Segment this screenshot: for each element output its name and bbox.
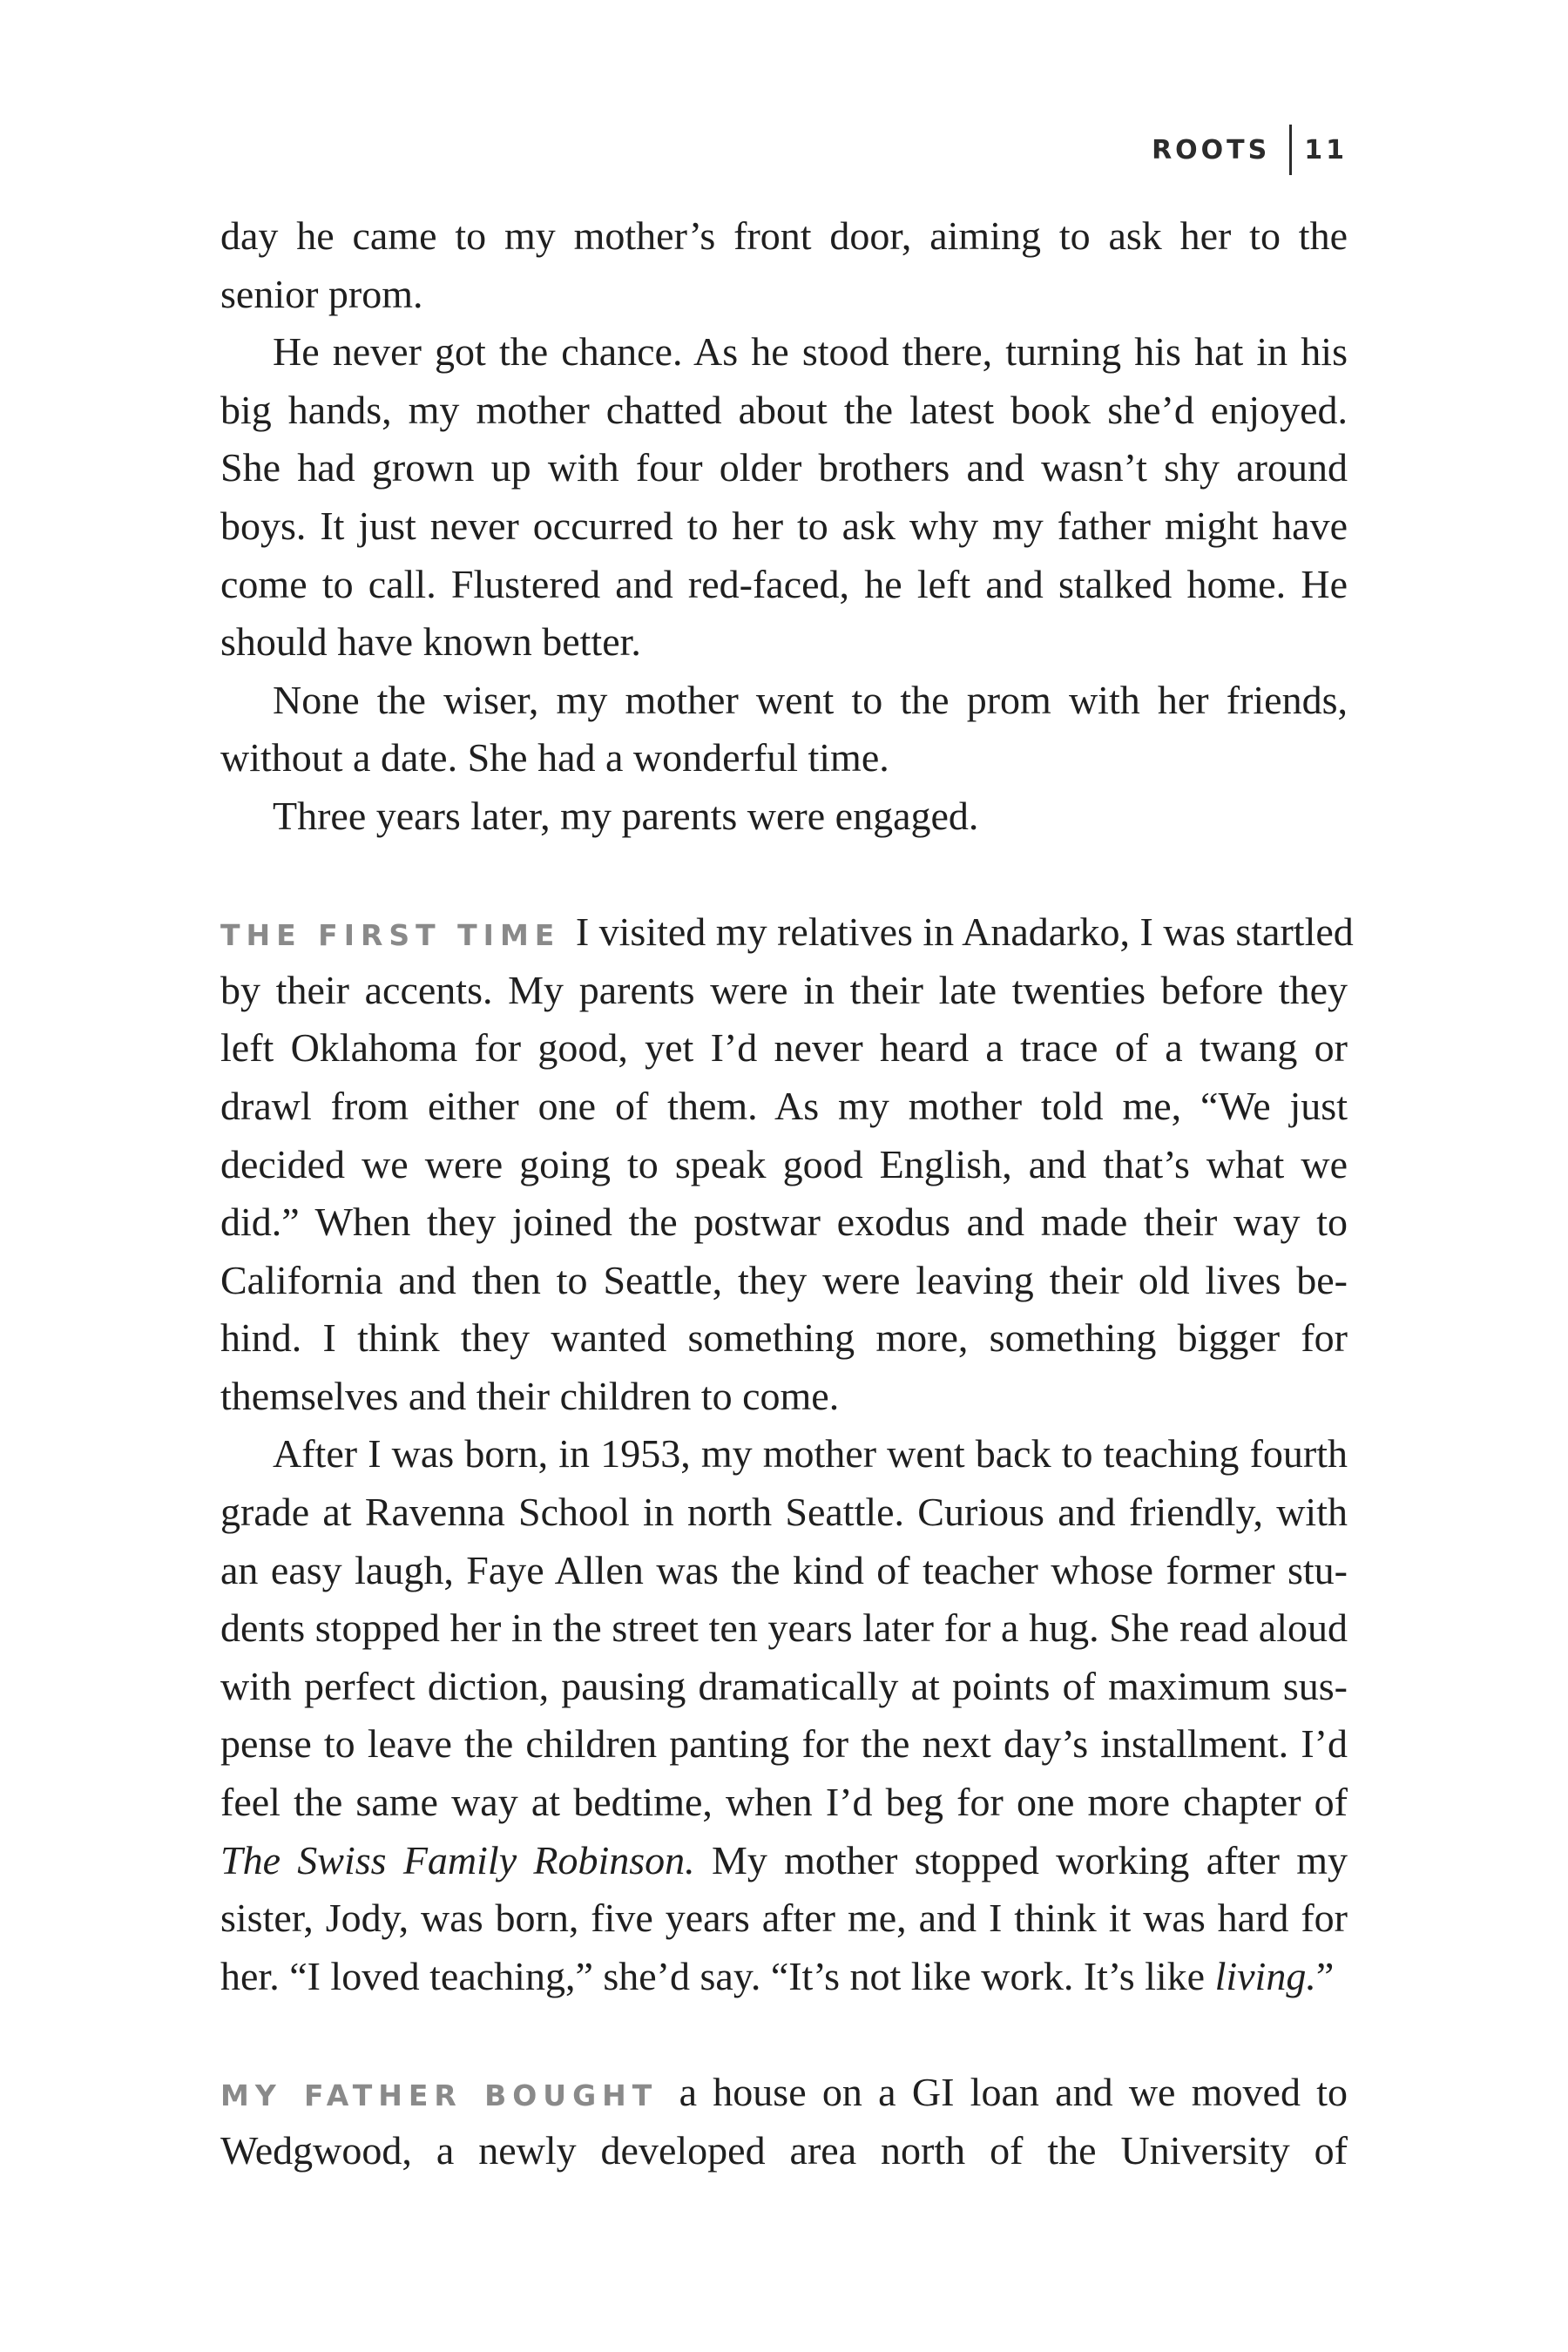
section-title: ROOTS	[1152, 134, 1271, 166]
text-line: She had grown up with four older brothers and wasn’t shy around	[220, 445, 1348, 490]
text-line: did.” When they joined the postwar exodus and made their way to	[220, 1200, 1348, 1245]
book-title: The Swiss Family Robinson.	[220, 1837, 695, 1882]
text-line: with perfect diction, pausing dramatically at points of maximum sus-	[220, 1663, 1348, 1708]
text-line: themselves and their children to come.	[220, 1373, 840, 1418]
text-line: feel the same way at bedtime, when I’d beg for one more chapter of	[220, 1780, 1348, 1825]
text-line: dents stopped her in the street ten years later for a hug. She read aloud	[220, 1605, 1348, 1651]
text-line: hind. I think they wanted something more, something bigger for	[220, 1315, 1348, 1361]
text-line: come to call. Flustered and red-faced, he left and stalked home. He	[220, 561, 1348, 606]
text-line: an easy laugh, Faye Allen was the kind of teacher whose former stu-	[220, 1547, 1348, 1592]
text-line: day he came to my mother’s front door, aiming to ask her to the	[220, 213, 1348, 258]
text-span: a house on a GI loan and we moved to	[679, 2070, 1348, 2114]
text-span: My mother stopped working after my	[711, 1837, 1348, 1882]
text-line: without a date. She had a wonderful time.	[220, 735, 889, 781]
emphasis-text: living.	[1214, 1953, 1316, 1998]
text-line: Three years later, my parents were engaged.	[273, 793, 979, 838]
body-text	[220, 207, 1354, 2180]
section-lead-in: MY FATHER BOUGHT	[220, 2078, 659, 2112]
text-line: by their accents. My parents were in their late twenties before they	[220, 967, 1348, 1012]
text-span: ”	[1315, 1953, 1335, 1998]
text-line: decided we were going to speak good English, and that’s what we	[220, 1141, 1348, 1186]
text-line: pense to leave the children panting for the next day’s installment. I’d	[220, 1721, 1348, 1767]
text-line: He never got the chance. As he stood there, turning his hat in his	[273, 329, 1348, 375]
text-line: big hands, my mother chatted about the latest book she’d enjoyed.	[220, 387, 1348, 432]
section-break	[220, 846, 1348, 904]
text-line: California and then to Seattle, they were leaving their old lives be-	[220, 1257, 1348, 1302]
page-number: 11	[1304, 134, 1348, 166]
header-divider	[1289, 125, 1292, 175]
text-line: grade at Ravenna School in north Seattle. Curious and friendly, with	[220, 1490, 1348, 1535]
section-break	[220, 2005, 1348, 2064]
section-lead-in: THE FIRST TIME	[220, 918, 561, 953]
text-line: boys. It just never occurred to her to ask why my father might have	[220, 503, 1348, 548]
text-line: should have known better.	[220, 619, 641, 665]
text-line: sister, Jody, was born, five years after me, and I think it was hard for	[220, 1896, 1348, 1941]
text-line	[220, 2064, 1348, 2122]
text-line: drawl from either one of them. As my mother told me, “We just	[220, 1083, 1348, 1128]
text-span: her. “I loved teaching,” she’d say. “It’s not like work. It’s like	[220, 1953, 1206, 1998]
text-line	[220, 903, 1354, 962]
text-span: I visited my relatives in Anadarko, I was startled	[575, 909, 1354, 955]
text-line: None the wiser, my mother went to the prom with her friends,	[273, 677, 1348, 722]
text-line: left Oklahoma for good, yet I’d never heard a trace of a twang or	[220, 1025, 1348, 1071]
running-head	[1152, 126, 1348, 173]
text-line	[220, 1832, 1348, 1890]
text-line	[220, 1948, 1348, 2006]
text-line: After I was born, in 1953, my mother went back to teaching fourth	[273, 1431, 1348, 1477]
text-line: Wedgwood, a newly developed area north of the University of	[220, 2127, 1348, 2173]
text-line: senior prom.	[220, 271, 423, 316]
